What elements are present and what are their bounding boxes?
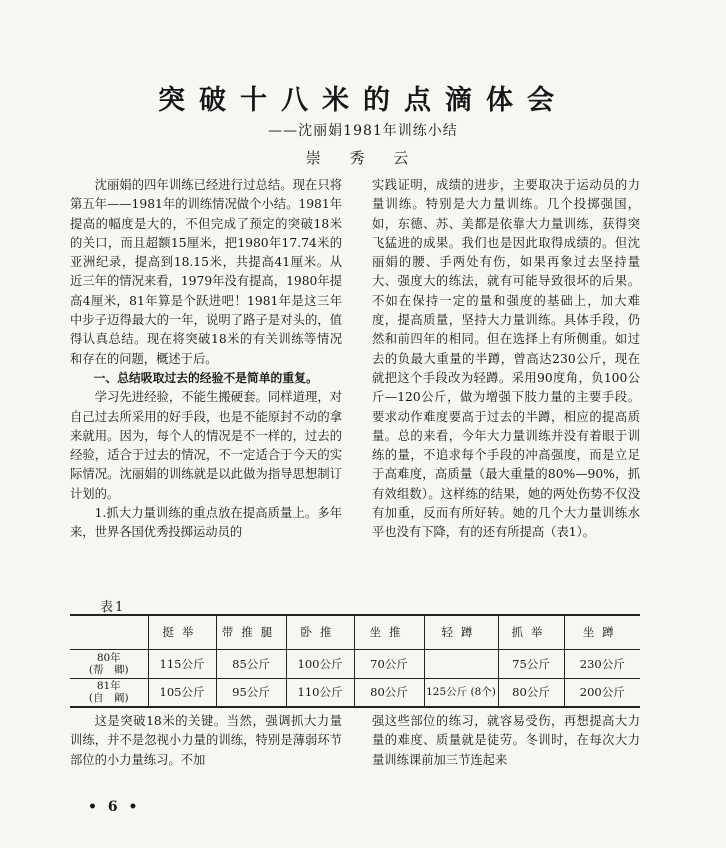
table-cell: 105公斤 bbox=[148, 678, 216, 707]
right-column-top bbox=[372, 176, 640, 543]
table-cell: 115公斤 bbox=[148, 649, 216, 678]
table-cell: 125公斤 (8个) bbox=[424, 678, 498, 707]
paragraph-key-point: 这是突破18米的关键。当然，强调抓大力量训练，并不是忽视小力量的训练，特别是薄弱环节部位的小力量练习。不加 bbox=[70, 714, 342, 767]
paragraph-weak-parts: 强这些部位的练习，就容易受伤，再想提高大力量的难度、质量就是徒劳。冬训时，在每次大力量训练课前加三节连起来 bbox=[372, 714, 640, 767]
paragraph-intro: 沈丽娟的四年训练已经进行过总结。现在只将第五年——1981年的训练情况做个小结。1981年提高的幅度是大的，不但完成了预定的突破18米的关口，而且超额15厘米，把1980年17.74米的亚洲纪录，提高到18.15米，共提高41厘米。从近三年的情况来看，1979年没有提高，1980年提高4厘米，81年算是个跃进吧！1981年是这三年中步子迈得最大的一年，说明了路子是对头的，值得认真总结。现在将突破18米的有关训练等情况和存在的问题，概述于后。 bbox=[70, 178, 342, 366]
table-cell: 100公斤 bbox=[286, 649, 354, 678]
author-name: 崇 秀 云 bbox=[305, 149, 421, 167]
header-cell: 坐蹲 bbox=[564, 615, 640, 649]
header-cell-blank bbox=[70, 615, 148, 649]
section-heading-1: 一、总结吸取过去的经验不是简单的重复。 bbox=[93, 370, 318, 385]
header-cell: 坐推 bbox=[354, 615, 424, 649]
table-cell: 85公斤 bbox=[216, 649, 286, 678]
table-cell: 200公斤 bbox=[564, 678, 640, 707]
strength-table bbox=[70, 614, 640, 708]
row-year: 81年 bbox=[96, 680, 121, 693]
header-cell: 抓举 bbox=[498, 615, 564, 649]
row-label bbox=[70, 649, 148, 678]
table-cell bbox=[424, 649, 498, 678]
table-row bbox=[70, 649, 640, 678]
table-header-row bbox=[70, 615, 640, 649]
paragraph-experience: 学习先进经验，不能生搬硬套。同样道理，对自己过去所采用的好手段，也是不能原封不动的拿来就用。因为，每个人的情况是不一样的，过去的经验，适合于过去的情况，不一定适合于今天的实际情况。沈丽娟的训练就是以此做为指导思想制订计划的。 bbox=[70, 390, 342, 501]
article-title: 突破十八米的点滴体会 bbox=[158, 85, 568, 116]
page-number: • 6 • bbox=[88, 799, 141, 815]
header-cell: 轻蹲 bbox=[424, 615, 498, 649]
table-cell: 110公斤 bbox=[286, 678, 354, 707]
table-cell: 80公斤 bbox=[354, 678, 424, 707]
table-cell: 80公斤 bbox=[498, 678, 564, 707]
header-cell: 卧推 bbox=[286, 615, 354, 649]
table-row bbox=[70, 678, 640, 707]
row-label bbox=[70, 678, 148, 707]
right-column-bottom bbox=[372, 712, 640, 770]
table-cell: 70公斤 bbox=[354, 649, 424, 678]
header-cell: 挺举 bbox=[148, 615, 216, 649]
article-subtitle: ——沈丽娟1981年训练小结 bbox=[268, 123, 458, 139]
paragraph-strength-training: 实践证明，成绩的进步，主要取决于运动员的力量训练。特别是大力量训练。几个投掷强国，如，东德、苏、美都是依靠大力量训练，获得突飞猛进的成果。我们也是因此取得成绩的。但沈丽娟的腰、手两处有伤，如果再象过去坚持量大、强度大的练法，就有可能导致很坏的后果。不如在保持一定的量和强度的基础上，加大难度，提高质量，坚持大力量训练。具体手段，仍然和前四年的相同。但在选择上有所侧重。如过去的负最大重量的半蹲，曾高达230公斤，现在就把这个手段改为轻蹲。采用90度角，负100公斤—120公斤，做为增强下肢力量的主要手段。要求动作难度要高于过去的半蹲，相应的提高质量。总的来看，今年大力量训练并没有着眼于训练的量，不追求每个手段的冲高强度，而是立足于高难度，高质量（最大重量的80%—90%，抓有效组数）。这样练的结果，她的两处伤势不仅没有加重，反而有所好转。她的几个大力量训练水平也没有下降，有的还有所提高（表1）。 bbox=[372, 178, 640, 540]
left-column-top bbox=[70, 176, 342, 543]
table-cell: 230公斤 bbox=[564, 649, 640, 678]
row-athlete: (自 阚) bbox=[88, 692, 129, 705]
table-cell: 75公斤 bbox=[498, 649, 564, 678]
paragraph-point-1: 1.抓大力量训练的重点放在提高质量上。多年来，世界各国优秀投掷运动员的 bbox=[70, 506, 342, 540]
header-cell: 带推腿 bbox=[216, 615, 286, 649]
table-caption: 表1 bbox=[100, 600, 126, 615]
table-cell: 95公斤 bbox=[216, 678, 286, 707]
left-column-bottom bbox=[70, 712, 342, 770]
row-year: 80年 bbox=[96, 651, 121, 664]
row-athlete: (帮 卿) bbox=[88, 663, 129, 676]
